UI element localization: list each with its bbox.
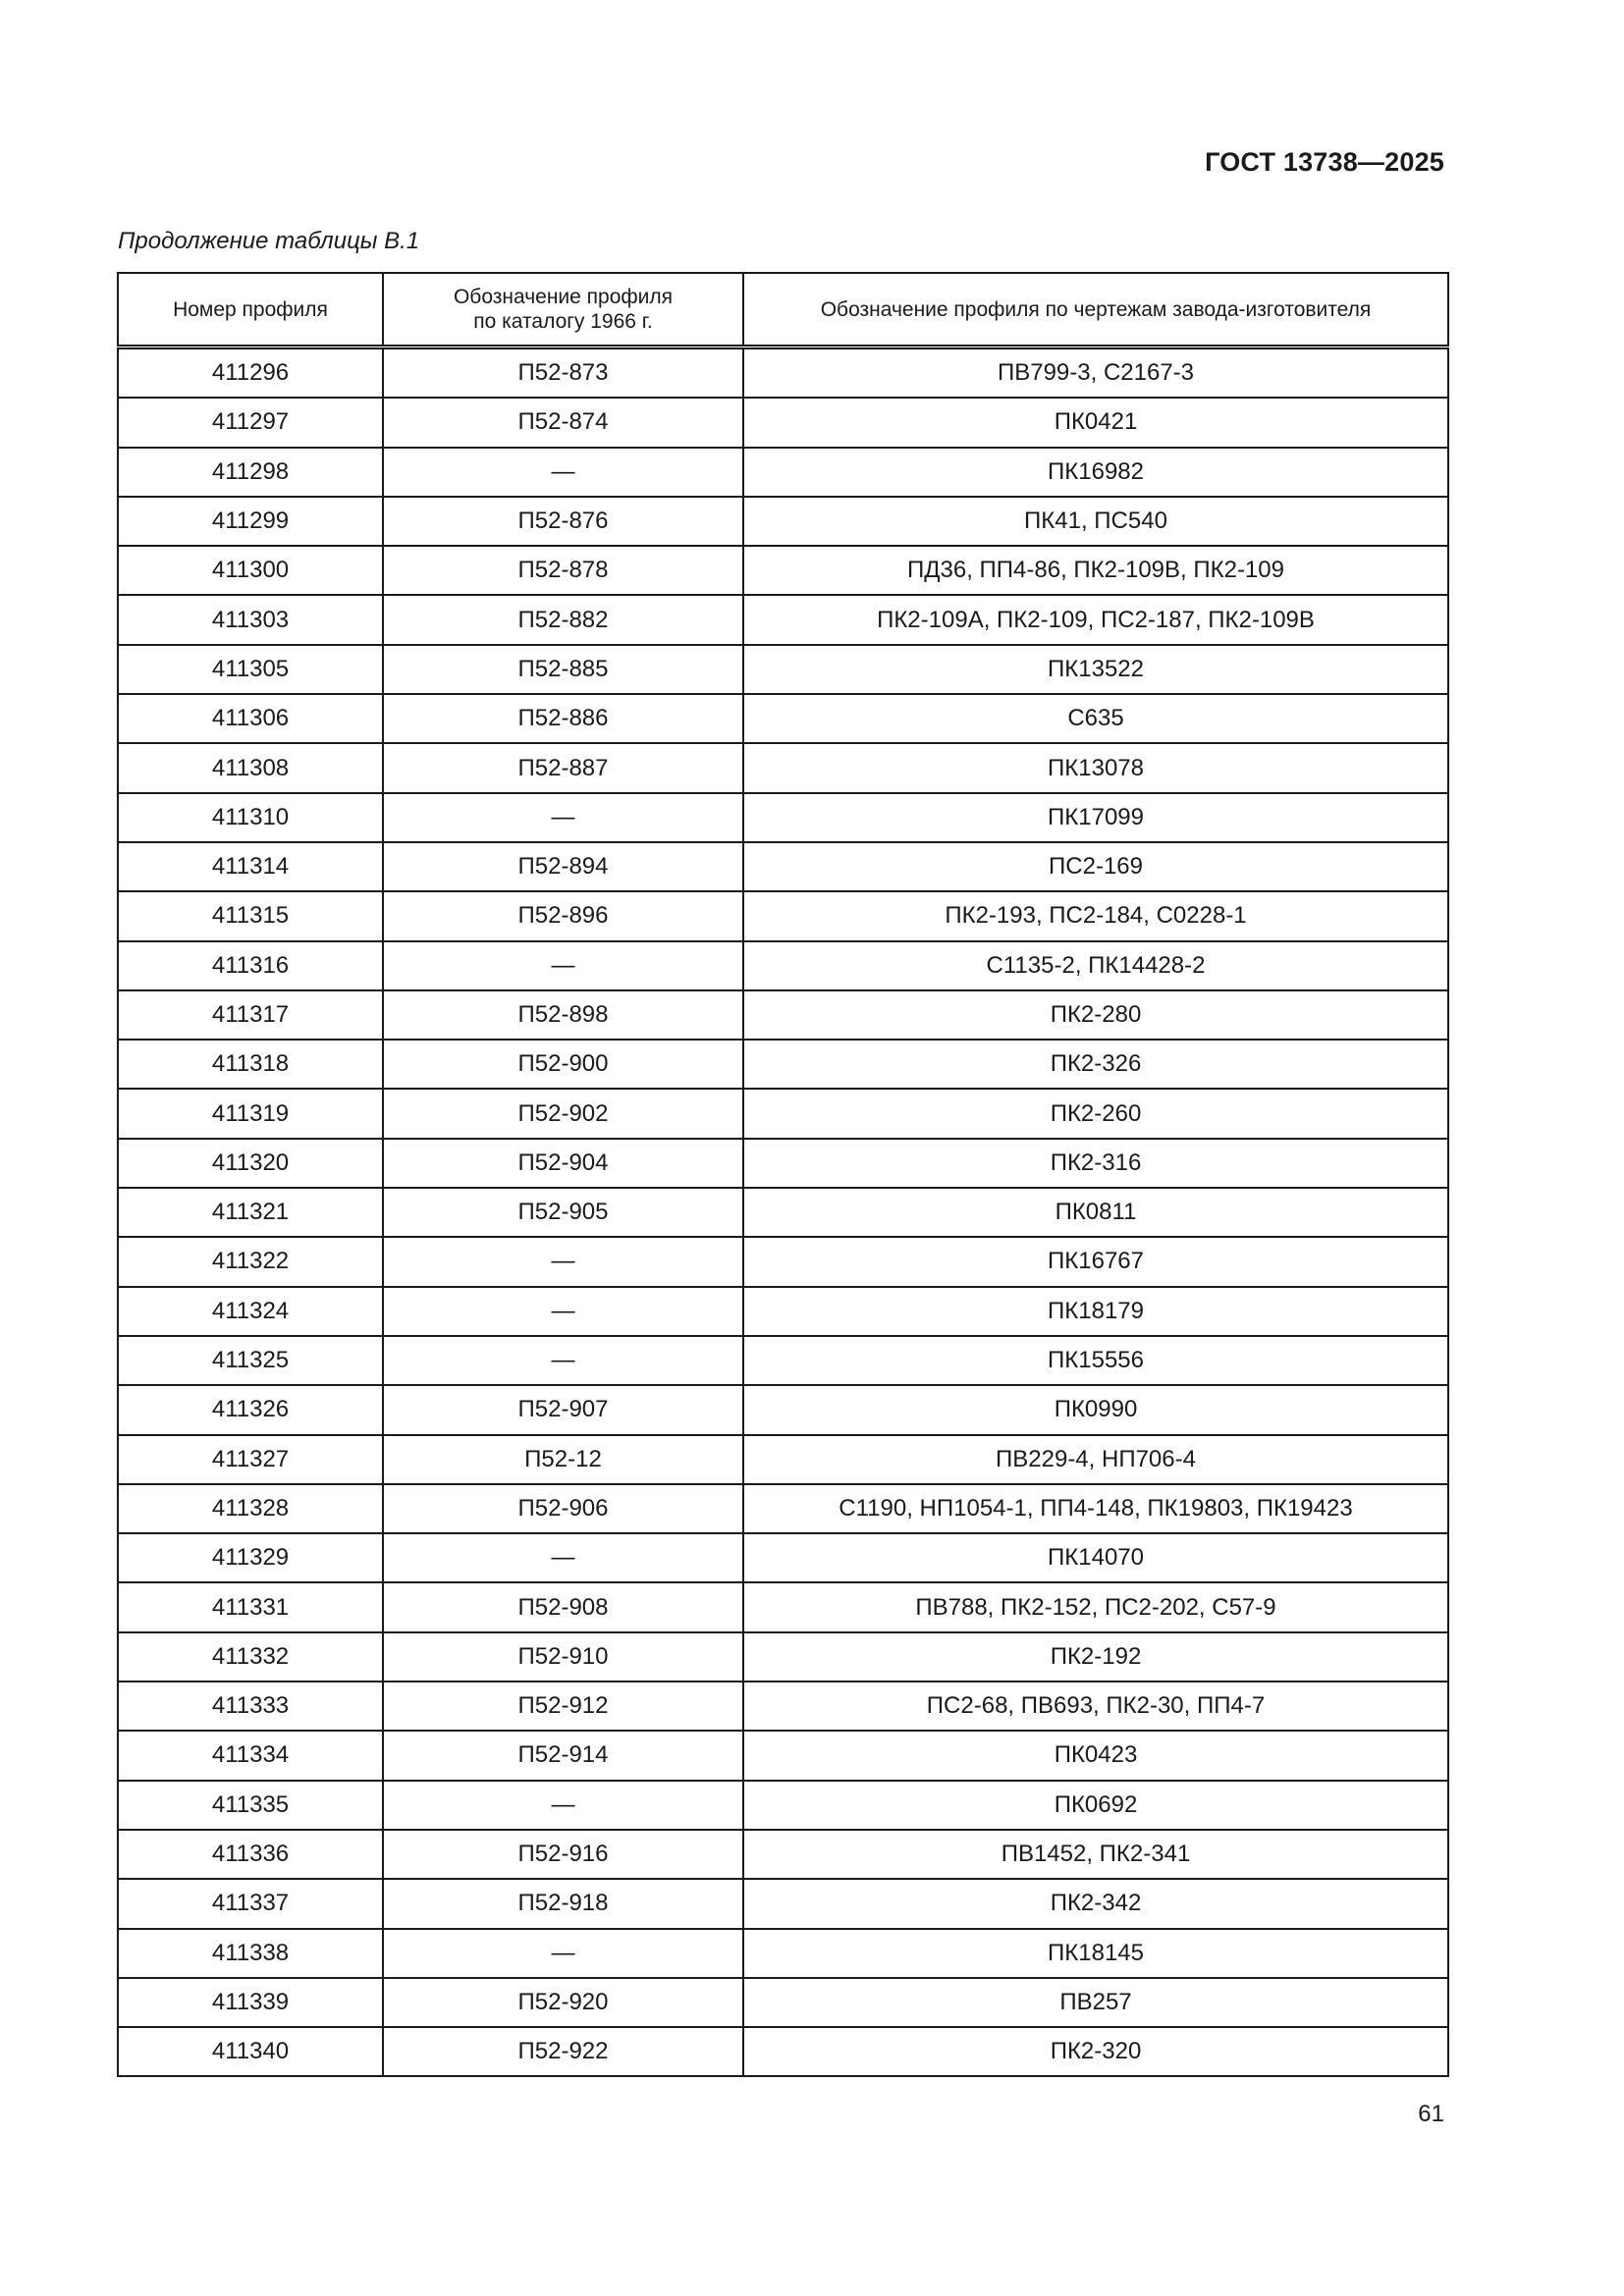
cell-catalog-designation: — — [383, 448, 743, 497]
cell-profile-number: 411324 — [118, 1287, 383, 1336]
table-row — [118, 1929, 1448, 1978]
cell-catalog-designation: П52-896 — [383, 891, 743, 940]
cell-profile-number: 411316 — [118, 941, 383, 990]
cell-catalog-designation: — — [383, 941, 743, 990]
cell-catalog-designation: П52-887 — [383, 743, 743, 792]
cell-factory-designation: ПК2-192 — [743, 1632, 1448, 1682]
cell-catalog-designation: П52-873 — [383, 347, 743, 399]
column-header-catalog-designation-text: Обозначение профиля по каталогу 1966 г. — [453, 286, 674, 333]
cell-catalog-designation: П52-907 — [383, 1385, 743, 1434]
cell-profile-number: 411327 — [118, 1435, 383, 1484]
cell-factory-designation: ПК0692 — [743, 1781, 1448, 1830]
column-header-factory-designation: Обозначение профиля по чертежам завода-изготовителя — [743, 273, 1448, 347]
cell-catalog-designation: П52-874 — [383, 398, 743, 447]
page-number: 61 — [1418, 2101, 1444, 2127]
table-row — [118, 891, 1448, 940]
cell-catalog-designation: П52-876 — [383, 497, 743, 546]
cell-factory-designation: ПК2-109А, ПК2-109, ПС2-187, ПК2-109В — [743, 595, 1448, 644]
cell-factory-designation: ПК2-342 — [743, 1879, 1448, 1928]
table-row — [118, 1139, 1448, 1188]
cell-catalog-designation: П52-905 — [383, 1188, 743, 1237]
table-row — [118, 1089, 1448, 1138]
cell-profile-number: 411333 — [118, 1682, 383, 1731]
cell-factory-designation: ПД36, ПП4-86, ПК2-109В, ПК2-109 — [743, 546, 1448, 595]
cell-factory-designation: ПК15556 — [743, 1336, 1448, 1385]
table-row — [118, 2027, 1448, 2076]
cell-profile-number: 411335 — [118, 1781, 383, 1830]
profiles-table — [117, 272, 1449, 2077]
table-row — [118, 990, 1448, 1040]
cell-factory-designation: С1135-2, ПК14428-2 — [743, 941, 1448, 990]
cell-profile-number: 411300 — [118, 546, 383, 595]
cell-catalog-designation: П52-894 — [383, 842, 743, 891]
cell-factory-designation: ПК16767 — [743, 1237, 1448, 1286]
cell-factory-designation: ПК18179 — [743, 1287, 1448, 1336]
table-row — [118, 1781, 1448, 1830]
table-row — [118, 743, 1448, 792]
cell-catalog-designation: П52-12 — [383, 1435, 743, 1484]
cell-factory-designation: ПК2-326 — [743, 1040, 1448, 1089]
cell-catalog-designation: П52-914 — [383, 1731, 743, 1780]
cell-factory-designation: ПК16982 — [743, 448, 1448, 497]
cell-factory-designation: ПК17099 — [743, 793, 1448, 842]
table-row — [118, 1484, 1448, 1533]
cell-catalog-designation: П52-918 — [383, 1879, 743, 1928]
cell-factory-designation: ПВ799-3, С2167-3 — [743, 347, 1448, 399]
cell-catalog-designation: — — [383, 1336, 743, 1385]
cell-profile-number: 411325 — [118, 1336, 383, 1385]
cell-profile-number: 411306 — [118, 694, 383, 743]
table-row — [118, 1287, 1448, 1336]
cell-factory-designation: ПВ229-4, НП706-4 — [743, 1435, 1448, 1484]
table-row — [118, 1632, 1448, 1682]
table-row — [118, 448, 1448, 497]
cell-profile-number: 411305 — [118, 645, 383, 694]
cell-profile-number: 411336 — [118, 1830, 383, 1879]
cell-factory-designation: ПК14070 — [743, 1533, 1448, 1582]
cell-catalog-designation: П52-912 — [383, 1682, 743, 1731]
cell-profile-number: 411322 — [118, 1237, 383, 1286]
cell-profile-number: 411299 — [118, 497, 383, 546]
table-row — [118, 497, 1448, 546]
cell-catalog-designation: П52-898 — [383, 990, 743, 1040]
table-row — [118, 398, 1448, 447]
table-row — [118, 1533, 1448, 1582]
cell-profile-number: 411303 — [118, 595, 383, 644]
cell-factory-designation: ПВ257 — [743, 1978, 1448, 2027]
table-row — [118, 1830, 1448, 1879]
cell-catalog-designation: П52-910 — [383, 1632, 743, 1682]
cell-profile-number: 411318 — [118, 1040, 383, 1089]
cell-catalog-designation: П52-908 — [383, 1582, 743, 1631]
cell-profile-number: 411320 — [118, 1139, 383, 1188]
table-row — [118, 1978, 1448, 2027]
cell-catalog-designation: — — [383, 1287, 743, 1336]
cell-factory-designation: С635 — [743, 694, 1448, 743]
cell-factory-designation: ПК2-316 — [743, 1139, 1448, 1188]
cell-profile-number: 411297 — [118, 398, 383, 447]
cell-factory-designation: ПС2-169 — [743, 842, 1448, 891]
cell-catalog-designation: П52-878 — [383, 546, 743, 595]
cell-factory-designation: ПК0990 — [743, 1385, 1448, 1434]
cell-factory-designation: ПК2-193, ПС2-184, С0228-1 — [743, 891, 1448, 940]
cell-profile-number: 411332 — [118, 1632, 383, 1682]
cell-profile-number: 411331 — [118, 1582, 383, 1631]
cell-profile-number: 411298 — [118, 448, 383, 497]
cell-catalog-designation: П52-885 — [383, 645, 743, 694]
table-row — [118, 1237, 1448, 1286]
cell-factory-designation: ПК13522 — [743, 645, 1448, 694]
table-caption: Продолжение таблицы В.1 — [118, 228, 420, 254]
cell-profile-number: 411308 — [118, 743, 383, 792]
document-code: ГОСТ 13738—2025 — [1205, 147, 1444, 177]
table-row — [118, 941, 1448, 990]
table-header-row — [118, 273, 1448, 347]
table-row — [118, 1188, 1448, 1237]
table-row — [118, 1879, 1448, 1928]
cell-profile-number: 411310 — [118, 793, 383, 842]
cell-profile-number: 411337 — [118, 1879, 383, 1928]
cell-factory-designation: ПВ788, ПК2-152, ПС2-202, С57-9 — [743, 1582, 1448, 1631]
cell-factory-designation: ПС2-68, ПВ693, ПК2-30, ПП4-7 — [743, 1682, 1448, 1731]
cell-factory-designation: ПК0811 — [743, 1188, 1448, 1237]
cell-factory-designation: ПК41, ПС540 — [743, 497, 1448, 546]
cell-catalog-designation: П52-902 — [383, 1089, 743, 1138]
cell-factory-designation: ПК2-280 — [743, 990, 1448, 1040]
table-row — [118, 793, 1448, 842]
cell-catalog-designation: П52-886 — [383, 694, 743, 743]
table-row — [118, 645, 1448, 694]
cell-profile-number: 411314 — [118, 842, 383, 891]
table-row — [118, 1582, 1448, 1631]
cell-profile-number: 411296 — [118, 347, 383, 399]
cell-profile-number: 411340 — [118, 2027, 383, 2076]
cell-factory-designation: ПК0421 — [743, 398, 1448, 447]
cell-profile-number: 411319 — [118, 1089, 383, 1138]
cell-catalog-designation: — — [383, 1929, 743, 1978]
cell-catalog-designation: П52-906 — [383, 1484, 743, 1533]
cell-catalog-designation: — — [383, 793, 743, 842]
cell-profile-number: 411338 — [118, 1929, 383, 1978]
column-header-profile-number: Номер профиля — [118, 273, 383, 347]
cell-catalog-designation: П52-900 — [383, 1040, 743, 1089]
table-row — [118, 694, 1448, 743]
cell-factory-designation: ПК2-320 — [743, 2027, 1448, 2076]
cell-factory-designation: С1190, НП1054-1, ПП4-148, ПК19803, ПК19423 — [743, 1484, 1448, 1533]
cell-factory-designation: ПВ1452, ПК2-341 — [743, 1830, 1448, 1879]
cell-catalog-designation: — — [383, 1237, 743, 1286]
cell-factory-designation: ПК18145 — [743, 1929, 1448, 1978]
table-row — [118, 842, 1448, 891]
cell-profile-number: 411315 — [118, 891, 383, 940]
cell-catalog-designation: П52-920 — [383, 1978, 743, 2027]
cell-catalog-designation: — — [383, 1533, 743, 1582]
column-header-catalog-designation — [383, 273, 743, 347]
cell-profile-number: 411317 — [118, 990, 383, 1040]
table-row — [118, 595, 1448, 644]
cell-factory-designation: ПК0423 — [743, 1731, 1448, 1780]
cell-catalog-designation: П52-922 — [383, 2027, 743, 2076]
table-row — [118, 1435, 1448, 1484]
table-row — [118, 1682, 1448, 1731]
cell-profile-number: 411328 — [118, 1484, 383, 1533]
cell-profile-number: 411334 — [118, 1731, 383, 1780]
cell-catalog-designation: П52-904 — [383, 1139, 743, 1188]
table-row — [118, 347, 1448, 399]
cell-profile-number: 411329 — [118, 1533, 383, 1582]
cell-catalog-designation: П52-916 — [383, 1830, 743, 1879]
table-row — [118, 546, 1448, 595]
cell-profile-number: 411326 — [118, 1385, 383, 1434]
table-row — [118, 1336, 1448, 1385]
table-row — [118, 1040, 1448, 1089]
cell-profile-number: 411339 — [118, 1978, 383, 2027]
cell-catalog-designation: П52-882 — [383, 595, 743, 644]
table-row — [118, 1731, 1448, 1780]
table-row — [118, 1385, 1448, 1434]
cell-profile-number: 411321 — [118, 1188, 383, 1237]
cell-factory-designation: ПК2-260 — [743, 1089, 1448, 1138]
cell-factory-designation: ПК13078 — [743, 743, 1448, 792]
table-body — [118, 347, 1448, 2077]
cell-catalog-designation: — — [383, 1781, 743, 1830]
